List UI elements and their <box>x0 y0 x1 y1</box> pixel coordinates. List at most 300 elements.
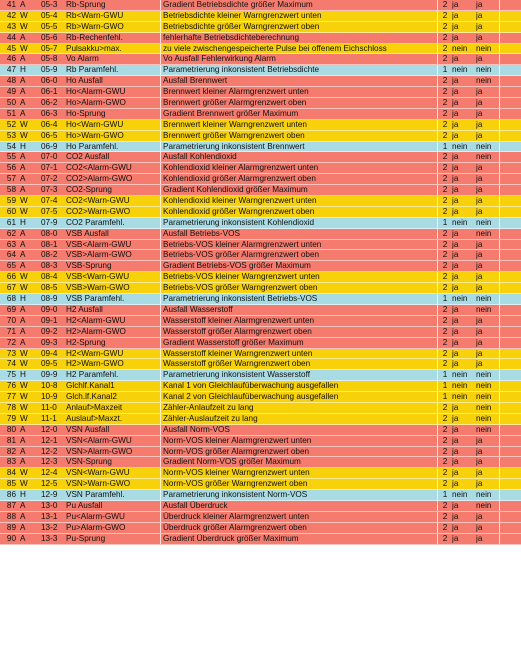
row-number: 89 <box>6 522 16 532</box>
row-code: 09-0 <box>41 304 58 314</box>
row-flag-2: ja <box>476 337 483 347</box>
row-priority: 2 <box>442 283 448 293</box>
row-flag-2: nein <box>476 413 492 423</box>
row-code: 12-3 <box>41 457 58 467</box>
row-number: 71 <box>6 326 16 336</box>
column-divider <box>437 98 438 108</box>
row-flag-2: ja <box>476 21 483 31</box>
table-row <box>0 76 521 87</box>
row-number: 65 <box>6 261 16 271</box>
column-divider <box>160 436 161 446</box>
table-row <box>0 218 521 229</box>
row-short-name: Pu-Sprung <box>66 533 106 543</box>
column-divider <box>499 76 500 86</box>
column-divider <box>499 447 500 457</box>
row-description: Betriebs-VOS größer Alarmgrenzwert oben <box>163 250 320 260</box>
row-flag-2: nein <box>476 65 492 75</box>
column-divider <box>160 44 161 54</box>
row-priority: 2 <box>442 457 448 467</box>
column-divider <box>437 218 438 228</box>
row-flag-2: nein <box>476 294 492 304</box>
column-divider <box>160 98 161 108</box>
row-priority: 1 <box>442 392 448 402</box>
table-row <box>0 87 521 98</box>
column-divider <box>499 468 500 478</box>
table-row <box>0 250 521 261</box>
column-divider <box>499 152 500 162</box>
row-flag-1: ja <box>452 261 459 271</box>
column-divider <box>437 381 438 391</box>
row-flag-1: ja <box>452 163 459 173</box>
row-flag-2: ja <box>476 98 483 108</box>
row-description: Brennwert größer Alarmgrenzwert oben <box>163 98 307 108</box>
row-type: A <box>20 239 26 249</box>
column-divider <box>437 425 438 435</box>
column-divider <box>160 54 161 64</box>
row-number: 55 <box>6 152 16 162</box>
row-number: 68 <box>6 294 16 304</box>
row-flag-2: nein <box>476 43 492 53</box>
row-flag-2: nein <box>476 381 492 391</box>
row-type: W <box>20 402 28 412</box>
column-divider <box>499 196 500 206</box>
row-short-name: Pu>Alarm-GWO <box>66 522 126 532</box>
column-divider <box>160 392 161 402</box>
row-flag-2: ja <box>476 185 483 195</box>
column-divider <box>499 523 500 533</box>
row-number: 57 <box>6 174 16 184</box>
row-type: H <box>20 141 26 151</box>
column-divider <box>437 294 438 304</box>
row-code: 12-1 <box>41 435 58 445</box>
row-short-name: CO2>Warn-GWO <box>66 206 131 216</box>
row-description: Betriebs-VOS kleiner Alarmgrenzwert unten <box>163 239 322 249</box>
row-flag-1: ja <box>452 337 459 347</box>
row-description: Ausfall Kohlendioxid <box>163 152 237 162</box>
row-flag-2: ja <box>476 359 483 369</box>
row-code: 06-0 <box>41 76 58 86</box>
row-priority: 2 <box>442 402 448 412</box>
row-number: 58 <box>6 185 16 195</box>
row-flag-1: ja <box>452 446 459 456</box>
row-short-name: Rb-Sprung <box>66 0 106 9</box>
row-flag-1: ja <box>452 87 459 97</box>
row-priority: 1 <box>442 217 448 227</box>
row-priority: 2 <box>442 87 448 97</box>
row-short-name: CO2>Alarm-GWO <box>66 174 133 184</box>
row-priority: 2 <box>442 468 448 478</box>
row-type: W <box>20 413 28 423</box>
row-description: Überdruck größer Alarmgrenzwert oben <box>163 522 307 532</box>
row-short-name: H2>Alarm-GWO <box>66 326 126 336</box>
column-divider <box>160 305 161 315</box>
column-divider <box>499 98 500 108</box>
row-code: 06-3 <box>41 108 58 118</box>
row-flag-2: nein <box>476 500 492 510</box>
row-priority: 1 <box>442 490 448 500</box>
row-description: Parametrierung inkonsistent Kohlendioxid <box>163 217 315 227</box>
table-row <box>0 65 521 76</box>
row-priority: 2 <box>442 424 448 434</box>
row-flag-1: ja <box>452 32 459 42</box>
table-row <box>0 327 521 338</box>
row-description: Wasserstoff kleiner Warngrenzwert unten <box>163 348 313 358</box>
row-short-name: VSB-Sprung <box>66 261 112 271</box>
row-type: A <box>20 457 26 467</box>
row-flag-1: ja <box>452 119 459 129</box>
row-code: 09-5 <box>41 359 58 369</box>
table-row <box>0 436 521 447</box>
row-type: W <box>20 21 28 31</box>
row-priority: 2 <box>442 163 448 173</box>
row-description: Wasserstoff größer Warngrenzwert oben <box>163 359 311 369</box>
row-flag-1: ja <box>452 0 459 9</box>
column-divider <box>160 261 161 271</box>
row-type: A <box>20 228 26 238</box>
row-flag-2: ja <box>476 446 483 456</box>
table-row <box>0 283 521 294</box>
column-divider <box>160 534 161 544</box>
table-row <box>0 261 521 272</box>
row-flag-1: ja <box>452 479 459 489</box>
row-flag-2: ja <box>476 468 483 478</box>
row-number: 48 <box>6 76 16 86</box>
column-divider <box>160 152 161 162</box>
row-short-name: Ho>Warn-GWO <box>66 130 124 140</box>
table-row <box>0 479 521 490</box>
row-code: 09-3 <box>41 337 58 347</box>
column-divider <box>437 392 438 402</box>
row-type: W <box>20 119 28 129</box>
row-type: A <box>20 304 26 314</box>
table-row <box>0 33 521 44</box>
row-number: 64 <box>6 250 16 260</box>
row-type: A <box>20 500 26 510</box>
row-flag-2: nein <box>476 424 492 434</box>
column-divider <box>437 207 438 217</box>
row-type: W <box>20 196 28 206</box>
row-flag-2: ja <box>476 10 483 20</box>
row-code: 12-2 <box>41 446 58 456</box>
row-type: W <box>20 283 28 293</box>
column-divider <box>160 174 161 184</box>
row-type: A <box>20 163 26 173</box>
row-flag-1: nein <box>452 392 468 402</box>
table-row <box>0 447 521 458</box>
row-code: 07-0 <box>41 152 58 162</box>
column-divider <box>160 33 161 43</box>
row-code: 07-3 <box>41 185 58 195</box>
row-flag-1: ja <box>452 130 459 140</box>
row-priority: 2 <box>442 261 448 271</box>
row-number: 75 <box>6 370 16 380</box>
row-priority: 2 <box>442 315 448 325</box>
row-flag-1: nein <box>452 141 468 151</box>
row-priority: 2 <box>442 32 448 42</box>
row-number: 79 <box>6 413 16 423</box>
column-divider <box>437 468 438 478</box>
table-row <box>0 54 521 65</box>
column-divider <box>437 534 438 544</box>
column-divider <box>160 109 161 119</box>
row-flag-2: ja <box>476 435 483 445</box>
column-divider <box>160 327 161 337</box>
row-description: Zähler-Anlaufzeit zu lang <box>163 402 254 412</box>
row-short-name: Ho Ausfall <box>66 76 103 86</box>
column-divider <box>437 65 438 75</box>
row-priority: 2 <box>442 21 448 31</box>
row-code: 07-1 <box>41 163 58 173</box>
row-flag-1: ja <box>452 468 459 478</box>
column-divider <box>499 425 500 435</box>
column-divider <box>437 305 438 315</box>
row-flag-2: ja <box>476 533 483 543</box>
column-divider <box>499 109 500 119</box>
table-row <box>0 468 521 479</box>
row-number: 41 <box>6 0 16 9</box>
row-priority: 2 <box>442 108 448 118</box>
row-priority: 2 <box>442 76 448 86</box>
row-type: A <box>20 87 26 97</box>
column-divider <box>160 338 161 348</box>
table-row <box>0 272 521 283</box>
row-number: 46 <box>6 54 16 64</box>
column-divider <box>437 370 438 380</box>
row-priority: 2 <box>442 54 448 64</box>
row-short-name: H2<Warn-GWU <box>66 348 124 358</box>
row-type: H <box>20 65 26 75</box>
row-flag-2: ja <box>476 250 483 260</box>
row-flag-2: nein <box>476 304 492 314</box>
column-divider <box>437 457 438 467</box>
row-description: Parametrierung inkonsistent Betriebs-VOS <box>163 294 318 304</box>
table-row <box>0 414 521 425</box>
column-divider <box>160 131 161 141</box>
row-short-name: Glchlf.Kanal1 <box>66 381 115 391</box>
table-row <box>0 490 521 501</box>
table-row <box>0 22 521 33</box>
row-priority: 2 <box>442 228 448 238</box>
table-row <box>0 109 521 120</box>
row-description: Gradient Norm-VOS größer Maximum <box>163 457 301 467</box>
row-flag-2: ja <box>476 163 483 173</box>
column-divider <box>499 11 500 21</box>
row-short-name: VSB<Alarm-GWU <box>66 239 132 249</box>
row-flag-1: nein <box>452 43 468 53</box>
row-code: 12-5 <box>41 479 58 489</box>
row-description: Betriebs-VOS kleiner Warngrenzwert unten <box>163 272 320 282</box>
column-divider <box>160 163 161 173</box>
row-short-name: Rb<Warn-GWU <box>66 10 124 20</box>
row-code: 09-9 <box>41 370 58 380</box>
row-type: A <box>20 32 26 42</box>
row-flag-2: nein <box>476 392 492 402</box>
table-row <box>0 294 521 305</box>
row-description: Norm-VOS größer Alarmgrenzwert oben <box>163 446 310 456</box>
row-number: 74 <box>6 359 16 369</box>
row-type: A <box>20 424 26 434</box>
row-description: Betriebsdichte größer Warngrenzwert oben <box>163 21 320 31</box>
row-priority: 2 <box>442 98 448 108</box>
column-divider <box>160 22 161 32</box>
column-divider <box>437 33 438 43</box>
row-short-name: H2 Ausfall <box>66 304 103 314</box>
column-divider <box>160 403 161 413</box>
row-type: A <box>20 98 26 108</box>
column-divider <box>499 534 500 544</box>
row-code: 07-5 <box>41 206 58 216</box>
column-divider <box>499 370 500 380</box>
row-short-name: H2-Sprung <box>66 337 106 347</box>
row-priority: 2 <box>442 413 448 423</box>
row-code: 10-9 <box>41 392 58 402</box>
row-description: Norm-VOS größer Warngrenzwert oben <box>163 479 308 489</box>
row-type: A <box>20 76 26 86</box>
row-type: A <box>20 435 26 445</box>
row-flag-2: ja <box>476 522 483 532</box>
row-flag-2: nein <box>476 490 492 500</box>
row-type: H <box>20 294 26 304</box>
row-description: Zähler-Auslaufzeit zu lang <box>163 413 258 423</box>
row-number: 77 <box>6 392 16 402</box>
table-row <box>0 240 521 251</box>
row-flag-1: ja <box>452 304 459 314</box>
row-flag-1: ja <box>452 196 459 206</box>
row-code: 11-1 <box>41 413 57 423</box>
row-short-name: VSB>Warn-GWO <box>66 283 130 293</box>
row-number: 47 <box>6 65 16 75</box>
row-number: 80 <box>6 424 16 434</box>
row-flag-1: ja <box>452 402 459 412</box>
column-divider <box>437 479 438 489</box>
table-row <box>0 349 521 360</box>
row-description: Ausfall Betriebs-VOS <box>163 228 240 238</box>
table-row <box>0 305 521 316</box>
row-flag-1: ja <box>452 21 459 31</box>
row-flag-2: ja <box>476 54 483 64</box>
column-divider <box>499 305 500 315</box>
row-code: 07-4 <box>41 196 58 206</box>
column-divider <box>160 120 161 130</box>
row-short-name: Ho<Alarm-GWU <box>66 87 126 97</box>
row-flag-1: ja <box>452 206 459 216</box>
row-code: 12-4 <box>41 468 58 478</box>
row-flag-2: ja <box>476 479 483 489</box>
row-priority: 2 <box>442 174 448 184</box>
row-type: A <box>20 152 26 162</box>
table-row <box>0 338 521 349</box>
row-description: Norm-VOS kleiner Warngrenzwert unten <box>163 468 310 478</box>
row-priority: 2 <box>442 522 448 532</box>
table-row <box>0 185 521 196</box>
row-description: Brennwert kleiner Warngrenzwert unten <box>163 119 307 129</box>
row-description: Brennwert größer Warngrenzwert oben <box>163 130 305 140</box>
row-type: A <box>20 108 26 118</box>
row-description: Betriebs-VOS größer Warngrenzwert oben <box>163 283 318 293</box>
row-flag-2: nein <box>476 76 492 86</box>
row-number: 60 <box>6 206 16 216</box>
column-divider <box>160 11 161 21</box>
row-code: 08-9 <box>41 294 58 304</box>
row-code: 06-5 <box>41 130 58 140</box>
column-divider <box>437 54 438 64</box>
row-flag-2: ja <box>476 174 483 184</box>
table-row <box>0 120 521 131</box>
row-short-name: H2<Alarm-GWU <box>66 315 126 325</box>
row-type: A <box>20 337 26 347</box>
table-row <box>0 316 521 327</box>
row-flag-1: ja <box>452 359 459 369</box>
row-short-name: Ho>Alarm-GWO <box>66 98 126 108</box>
row-flag-1: nein <box>452 217 468 227</box>
table-row <box>0 142 521 153</box>
column-divider <box>437 316 438 326</box>
row-flag-1: ja <box>452 500 459 510</box>
row-type: W <box>20 43 28 53</box>
column-divider <box>160 490 161 500</box>
row-flag-2: ja <box>476 196 483 206</box>
row-flag-2: nein <box>476 152 492 162</box>
column-divider <box>437 501 438 511</box>
column-divider <box>437 512 438 522</box>
row-flag-2: nein <box>476 370 492 380</box>
row-flag-1: ja <box>452 435 459 445</box>
column-divider <box>437 44 438 54</box>
column-divider <box>437 250 438 260</box>
row-description: Kohlendioxid kleiner Warngrenzwert unten <box>163 196 317 206</box>
row-description: Ausfall Wasserstoff <box>163 304 233 314</box>
column-divider <box>160 468 161 478</box>
row-number: 70 <box>6 315 16 325</box>
row-type: H <box>20 370 26 380</box>
row-flag-1: nein <box>452 490 468 500</box>
row-flag-1: ja <box>452 228 459 238</box>
row-description: Gradient Kohlendioxid größer Maximum <box>163 185 308 195</box>
row-code: 06-9 <box>41 141 58 151</box>
row-description: Betriebsdichte kleiner Warngrenzwert unten <box>163 10 322 20</box>
column-divider <box>437 163 438 173</box>
row-type: W <box>20 272 28 282</box>
column-divider <box>499 490 500 500</box>
row-priority: 2 <box>442 0 448 9</box>
row-number: 51 <box>6 108 16 118</box>
row-flag-1: ja <box>452 250 459 260</box>
row-priority: 2 <box>442 500 448 510</box>
row-code: 06-2 <box>41 98 58 108</box>
table-row <box>0 512 521 523</box>
row-description: Parametrierung inkonsistent Wasserstoff <box>163 370 310 380</box>
row-description: Überdruck kleiner Alarmgrenzwert unten <box>163 511 310 521</box>
row-code: 08-1 <box>41 239 58 249</box>
row-flag-2: ja <box>476 0 483 9</box>
row-flag-1: ja <box>452 522 459 532</box>
row-flag-2: ja <box>476 108 483 118</box>
column-divider <box>437 196 438 206</box>
column-divider <box>499 33 500 43</box>
table-row <box>0 229 521 240</box>
row-code: 13-1 <box>41 511 58 521</box>
row-priority: 1 <box>442 65 448 75</box>
column-divider <box>437 359 438 369</box>
row-flag-2: ja <box>476 272 483 282</box>
table-row <box>0 0 521 11</box>
row-code: 08-3 <box>41 261 58 271</box>
row-number: 81 <box>6 435 16 445</box>
row-priority: 2 <box>442 359 448 369</box>
column-divider <box>499 403 500 413</box>
row-priority: 2 <box>442 250 448 260</box>
column-divider <box>437 447 438 457</box>
